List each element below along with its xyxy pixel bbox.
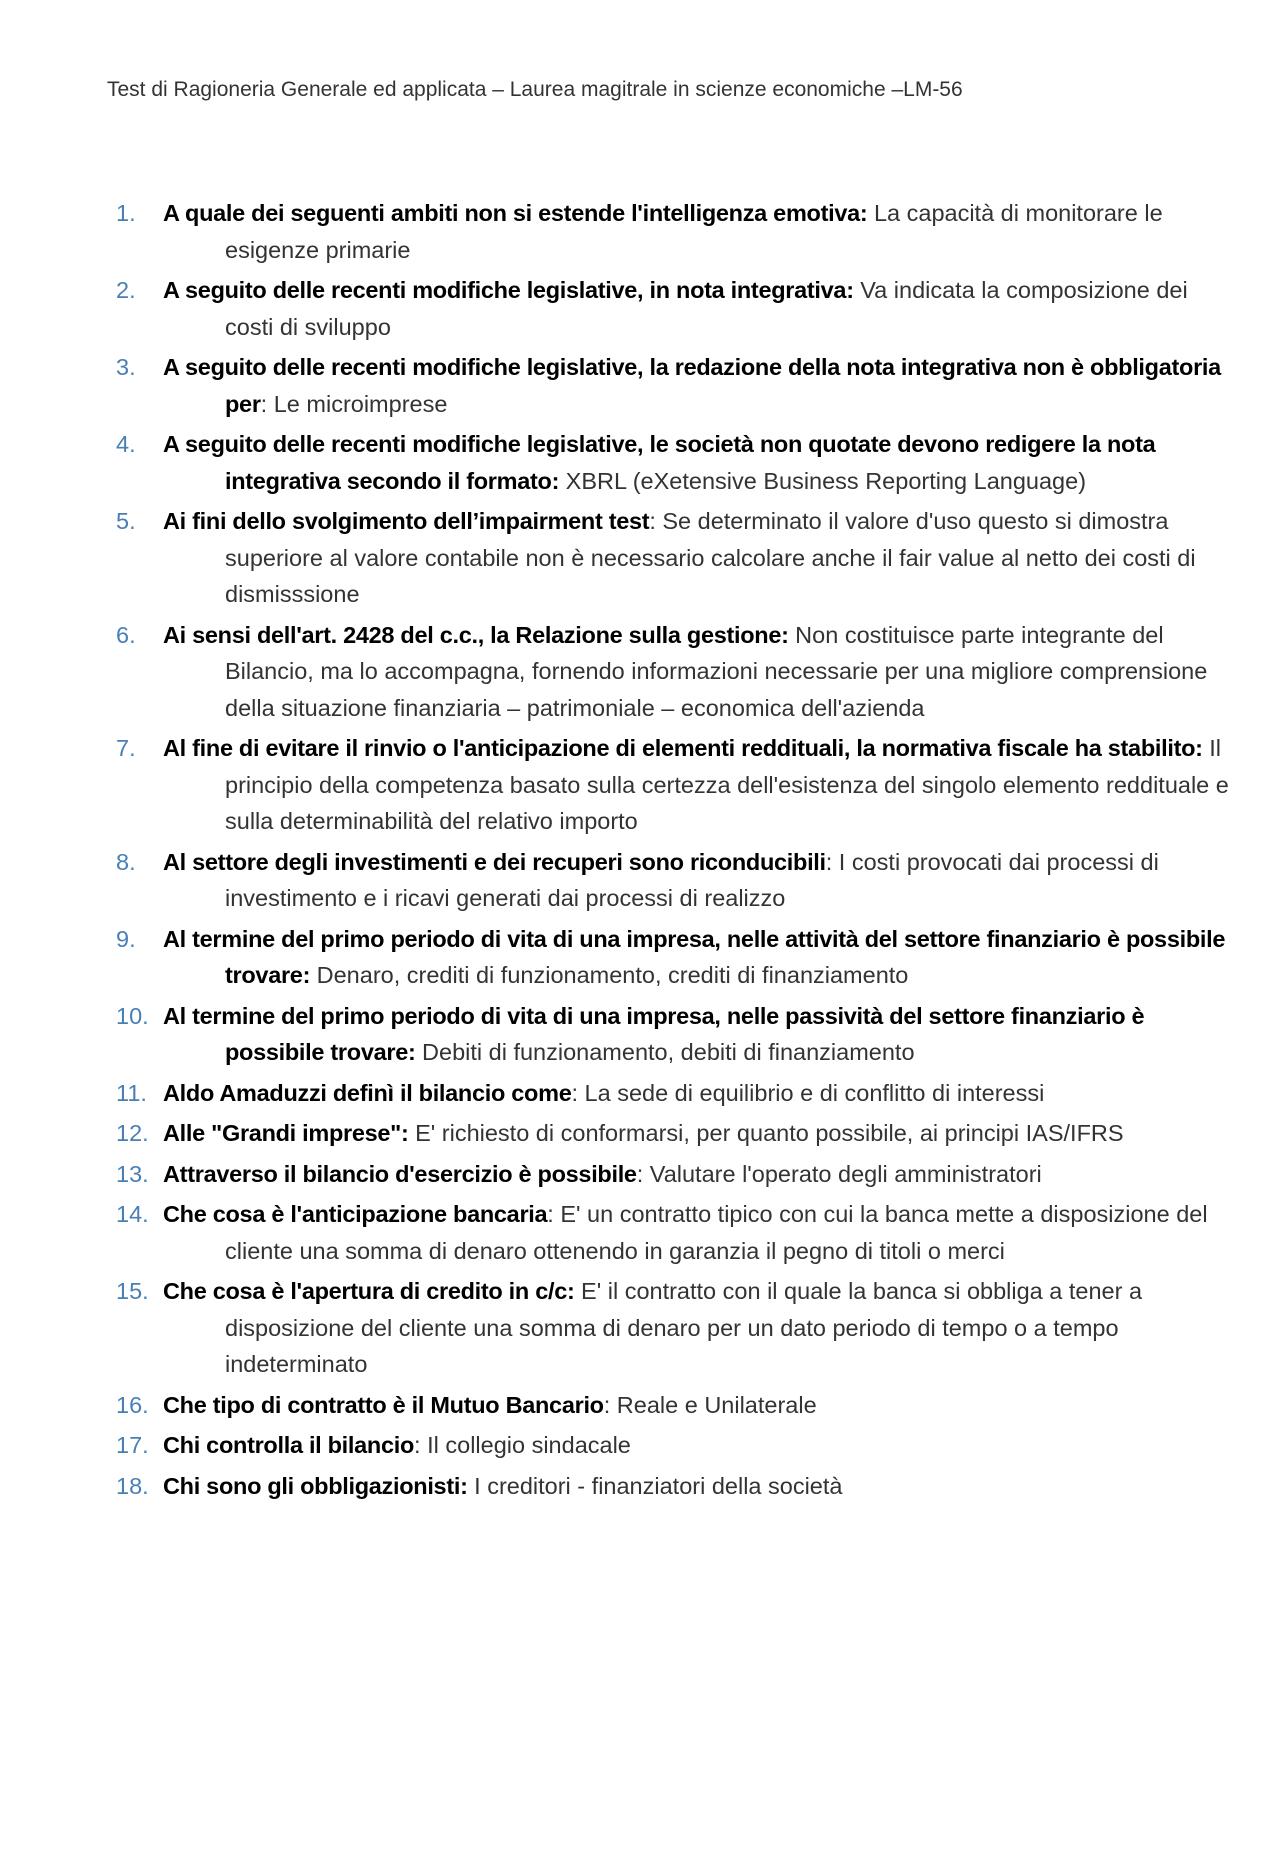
answer-text: : I costi provocati dai processi di investimento e i ricavi generati dai processi di realizzo [225,848,1159,911]
question-text: A seguito delle recenti modifiche legislative, le società non quotate devono redigere la nota integrativa secondo il formato: [163,431,1156,494]
answer-text: Non costituisce parte integrante del Bilancio, ma lo accompagna, fornendo informazioni necessarie per una migliore comprensione della situazione finanziaria – patrimoniale – economica dell'azienda [225,621,1208,721]
list-item [58,998,1238,1071]
answer-text: : Le microimprese [260,390,448,417]
list-item [58,426,1238,499]
list-item [58,503,1238,613]
list-item [58,195,1238,268]
question-text: Che cosa è l'apertura di credito in c/c: [163,1278,575,1304]
answer-text: La capacità di monitorare le esigenze primarie [225,200,1163,263]
item-number: 10. [116,1002,149,1029]
item-number: 4. [116,431,136,457]
item-number: 15. [116,1278,149,1304]
answer-text: E' richiesto di conformarsi, per quanto possibile, ai principi IAS/IFRS [408,1120,1124,1146]
question-text: A quale dei seguenti ambiti non si estende l'intelligenza emotiva: [163,200,868,226]
question-text: Chi controlla il bilancio [163,1432,415,1458]
item-number: 6. [116,621,136,648]
list-item [58,1075,1238,1112]
item-number: 1. [116,200,136,226]
answer-text: Va indicata la composizione dei costi di sviluppo [225,277,1188,340]
item-number: 12. [116,1120,149,1146]
item-number: 3. [116,354,136,380]
item-number: 18. [116,1472,149,1499]
list-item [58,730,1238,840]
item-number: 17. [116,1432,149,1458]
item-number: 8. [116,848,136,875]
list-item [58,1427,1238,1464]
list-item [58,272,1238,345]
question-text: Che cosa è l'anticipazione bancaria [163,1201,548,1227]
answer-text: : E' un contratto tipico con cui la banca mette a disposizione del cliente una somma di denaro ottenendo in garanzia il pegno di titoli o merci [225,1201,1208,1264]
answer-text: E' il contratto con il quale la banca si obbliga a tener a disposizione del cliente una somma di denaro per un dato periodo di tempo o a tempo indeterminato [225,1278,1143,1377]
question-text: A seguito delle recenti modifiche legislative, in nota integrativa: [163,277,854,303]
question-list [58,195,1238,1508]
list-item [58,617,1238,727]
answer-text: : La sede di equilibrio e di conflitto di interessi [571,1079,1045,1106]
question-text: Attraverso il bilancio d'esercizio è possibile [163,1160,637,1187]
list-item [58,844,1238,917]
answer-text: : Se determinato il valore d'uso questo si dimostra superiore al valore contabile non è necessario calcolare anche il fair value al netto dei costi di dismisssione [225,508,1196,607]
page-header: Test di Ragioneria Generale ed applicata – Laurea magitrale in scienze economiche –LM-56 [107,78,963,101]
item-number: 16. [116,1391,149,1418]
list-item [58,1273,1238,1383]
answer-text: Denaro, crediti di funzionamento, crediti di finanziamento [310,962,909,988]
list-item [58,1196,1238,1269]
list-item [58,349,1238,422]
answer-text: : Reale e Unilaterale [603,1391,817,1418]
answer-text: XBRL (eXetensive Business Reporting Language) [559,467,1087,494]
question-text: Che tipo di contratto è il Mutuo Bancario [163,1391,604,1418]
question-text: Alle "Grandi imprese": [163,1120,409,1146]
question-text: Aldo Amaduzzi definì il bilancio come [163,1079,572,1106]
question-text: Ai sensi dell'art. 2428 del c.c., la Relazione sulla gestione: [163,621,789,648]
list-item [58,1387,1238,1424]
list-item [58,1468,1238,1505]
answer-text: Debiti di funzionamento, debiti di finanziamento [415,1039,915,1065]
answer-text: : Valutare l'operato degli amministratori [636,1160,1042,1187]
question-text: Al fine di evitare il rinvio o l'anticipazione di elementi reddituali, la normativa fiscale ha stabilito: [163,735,1203,761]
question-text: Al termine del primo periodo di vita di una impresa, nelle passività del settore finanziario è possibile trovare: [163,1002,1145,1065]
item-number: 2. [116,277,136,303]
question-text: Ai fini dello svolgimento dell’impairment test [163,508,650,534]
item-number: 13. [116,1160,149,1187]
answer-text: : Il collegio sindacale [414,1432,631,1458]
list-item [58,921,1238,994]
item-number: 5. [116,508,136,534]
list-item [58,1115,1238,1152]
question-text: Chi sono gli obbligazionisti: [163,1472,468,1499]
item-number: 14. [116,1201,149,1227]
question-text: Al settore degli investimenti e dei recuperi sono riconducibili [163,848,826,875]
question-text: Al termine del primo periodo di vita di una impresa, nelle attività del settore finanziario è possibile trovare: [163,925,1226,988]
list-item [58,1156,1238,1193]
answer-text: I creditori - finanziatori della società [467,1472,843,1499]
item-number: 9. [116,925,136,952]
item-number: 7. [116,735,136,761]
answer-text: Il principio della competenza basato sulla certezza dell'esistenza del singolo elemento reddituale e sulla determinabilità del relativo importo [225,735,1229,834]
question-text: A seguito delle recenti modifiche legislative, la redazione della nota integrativa non è obbligatoria per [163,354,1221,417]
item-number: 11. [116,1079,147,1106]
